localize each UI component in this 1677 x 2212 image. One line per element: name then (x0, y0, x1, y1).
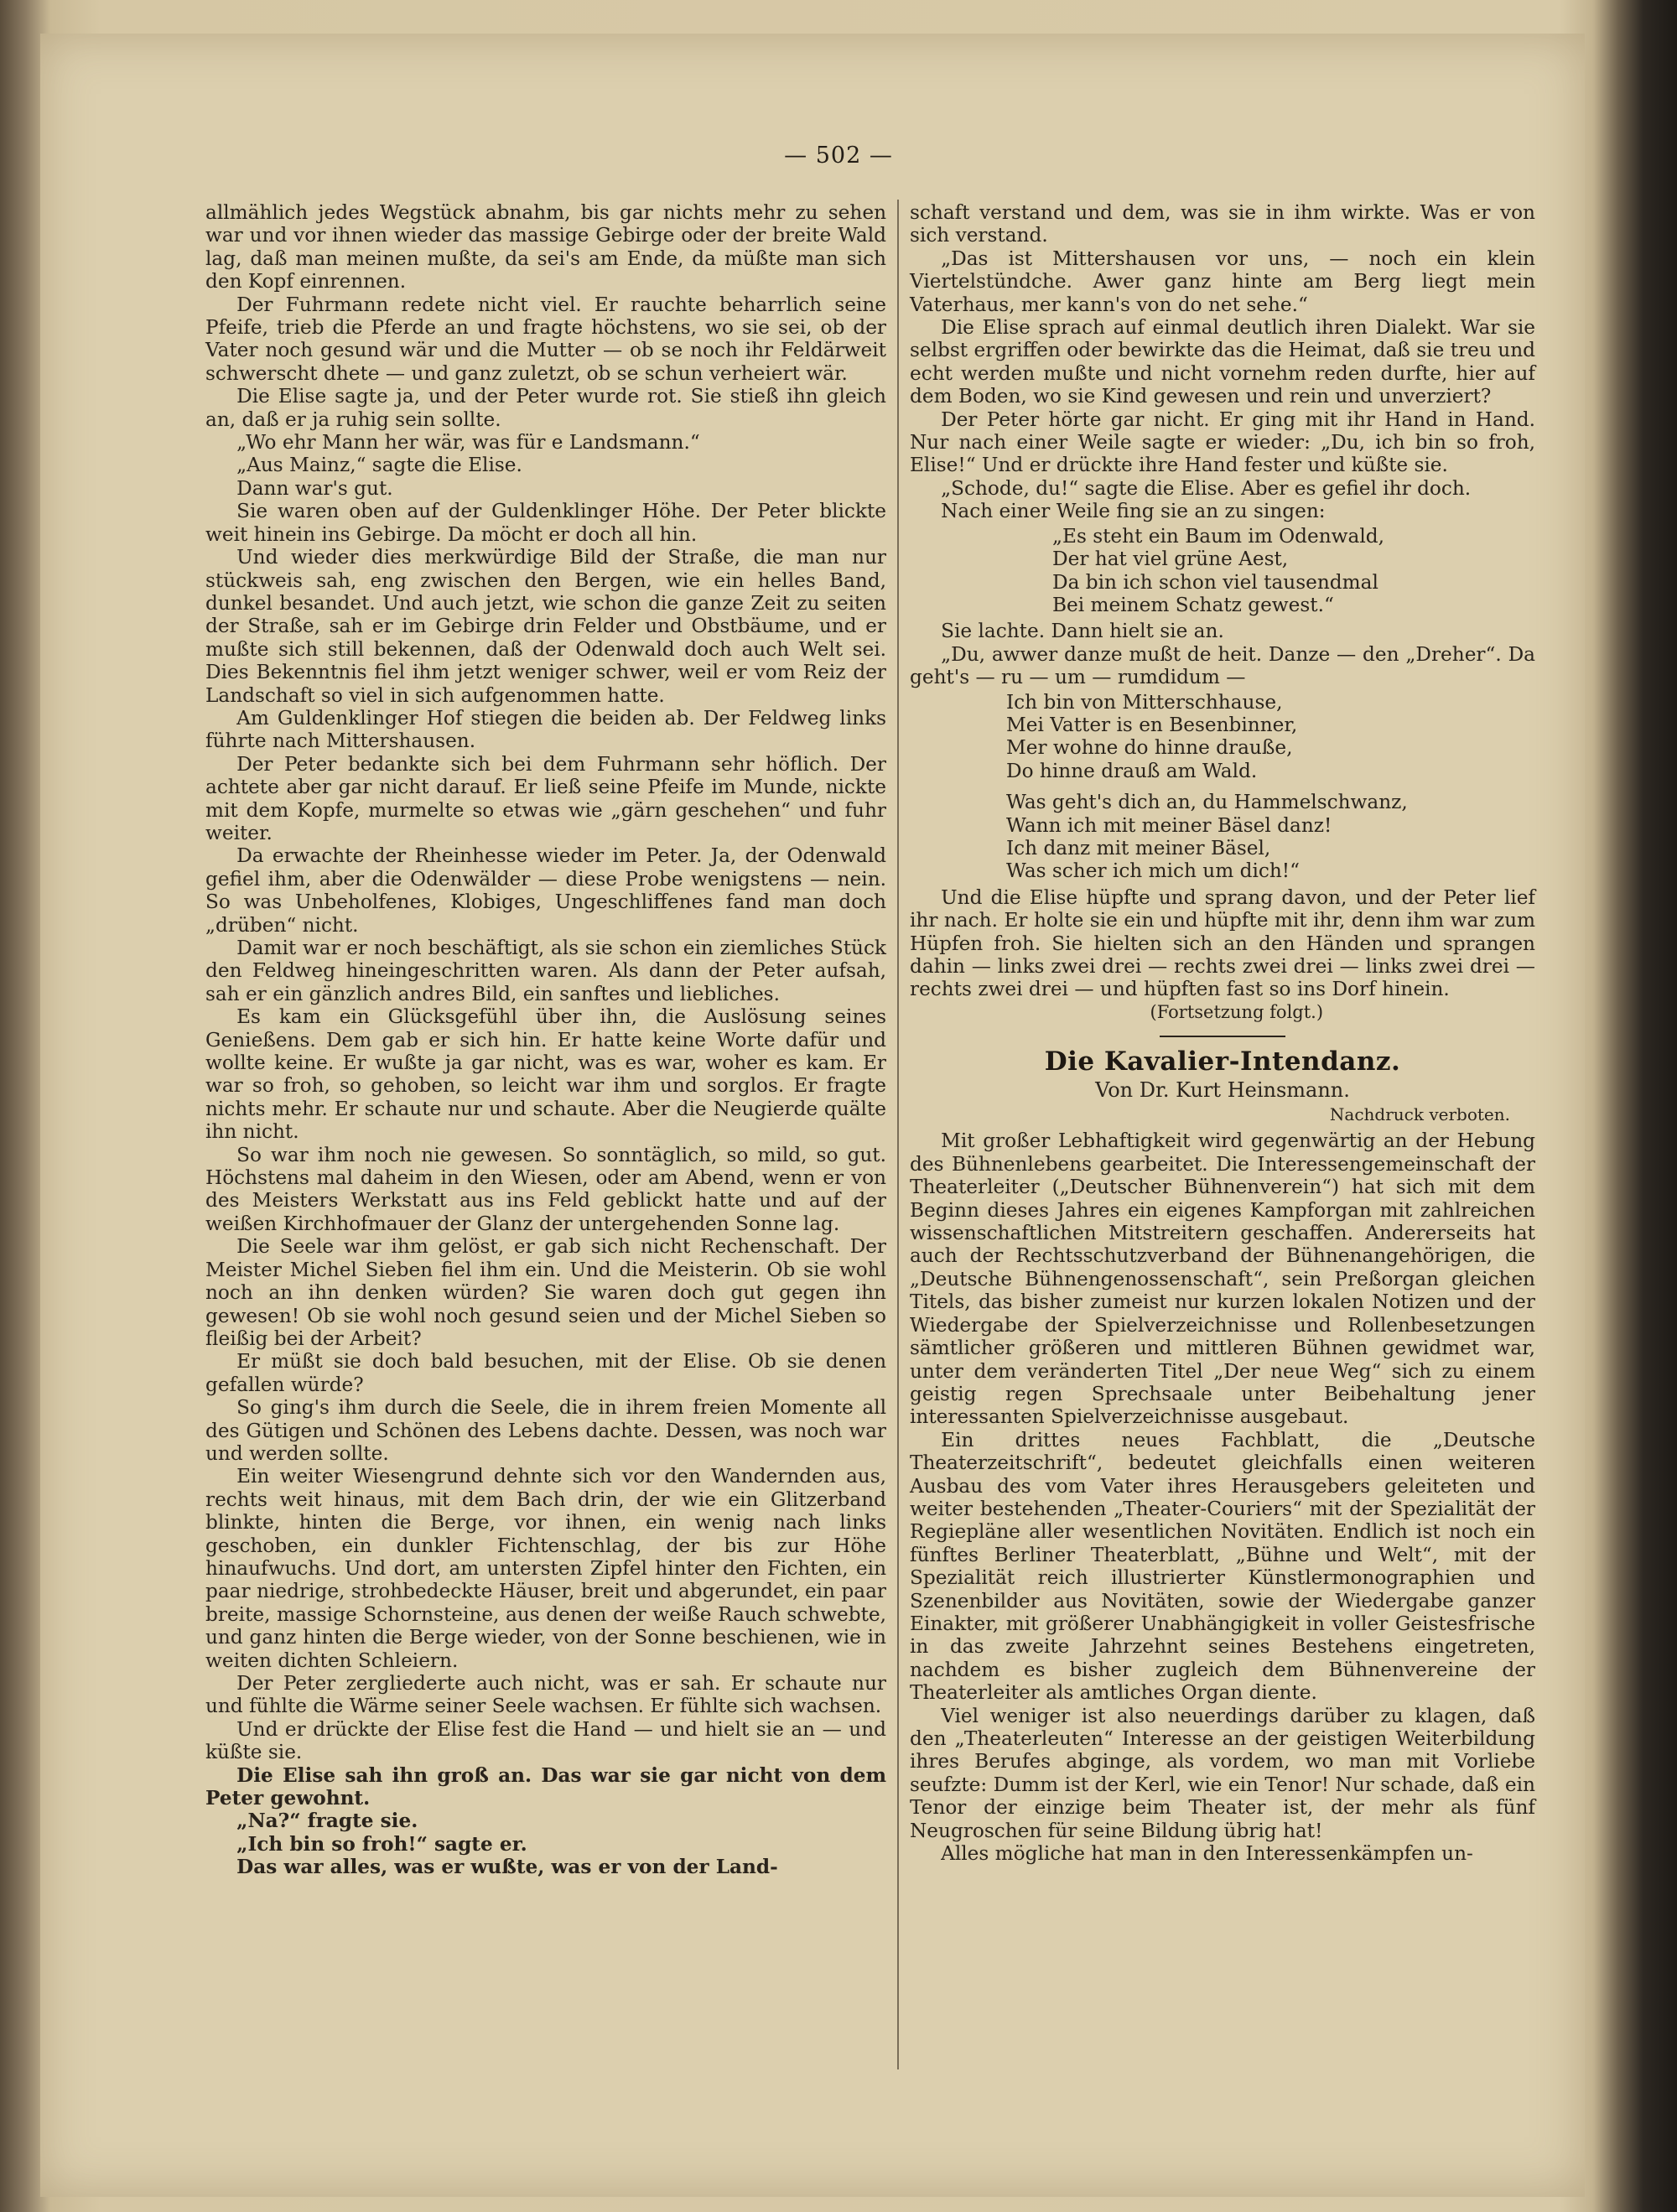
page-number: — 502 — (784, 143, 893, 169)
paragraph: „Na?“ fragte sie. (236, 1810, 418, 1833)
paragraph: „Schode, du!“ sagte die Elise. Aber es gefiel ihr doch. (941, 476, 1472, 500)
paragraph: Die Elise sprach auf einmal deutlich ihren Dialekt. War sie selbst ergriffen oder bewirkte das die Heimat, daß sie treu und echt werden mußte und nicht vornehm reden durfte, hier auf dem Boden, wo sie Kind gewesen und rein und unverziert? (910, 316, 1535, 408)
paragraph: schaft verstand und dem, was sie in ihm wirkte. Was er von sich verstand. (910, 201, 1535, 247)
verse-line: Was scher ich mich um dich!“ (1006, 859, 1300, 883)
verse-line: Der hat viel grüne Aest, (1052, 548, 1289, 571)
verse-line: Bei meinem Schatz gewest.“ (1052, 593, 1334, 616)
dance-song-verse (910, 691, 1535, 883)
paragraph: Sie waren oben auf der Guldenklinger Höhe. Der Peter blickte weit hinein ins Gebirge. Da möcht er doch all hin. (205, 500, 886, 546)
paragraph: allmählich jedes Wegstück abnahm, bis gar nichts mehr zu sehen war und vor ihnen wieder das massige Gebirge oder der breite Wald lag, daß man meinen mußte, da sei's am Ende, da müßte man sich den Kopf einrennen. (205, 201, 886, 293)
verse-line: Da bin ich schon viel tausendmal (1052, 570, 1378, 594)
to-be-continued: (Fortsetzung folgt.) (1150, 1001, 1324, 1022)
verse-line: Mer wohne do hinne drauße, (1006, 736, 1293, 760)
verse-line: Ich danz mit meiner Bäsel, (1006, 836, 1271, 859)
paragraph: So war ihm noch nie gewesen. So sonntäglich, so mild, so gut. Höchstens mal daheim in den Wiesen, oder am Abend, wenn er von des Meisters Werkstatt aus ins Feld geblickt hatte und auf der weißen Kirchhofmauer der Glanz der untergehenden Sonne lag. (205, 1143, 886, 1235)
paragraph: Nach einer Weile fing sie an zu singen: (941, 500, 1326, 523)
paragraph: „Du, awwer danze mußt de heit. Danze — den „Dreher“. Da geht's — ru — um — rumdidum — (910, 642, 1535, 689)
song-verse (910, 525, 1535, 617)
paragraph: Das war alles, was er wußte, was er von der Land- (236, 1856, 778, 1879)
paragraph: Der Peter hörte gar nicht. Er ging mit ihr Hand in Hand. Nur nach einer Weile sagte er wieder: „Du, ich bin so froh, Elise!“ Und er drückte ihre Hand fester und küßte sie. (910, 408, 1535, 477)
paragraph: Es kam ein Glücksgefühl über ihn, die Auslösung seines Genießens. Dem gab er sich hin. Er hatte keine Worte dafür und wollte keine. Er wußte ja gar nicht, was es war, woher es kam. Er war so froh, so gehoben, so leicht war ihm und sorglos. Er fragte nichts mehr. Er schaute nur und schaute. Aber die Neugierde quälte ihn nicht. (205, 1005, 886, 1144)
paragraph: „Das ist Mittershausen vor uns, — noch ein klein Viertelstündche. Awer ganz hinte am Berg liegt mein Vaterhaus, mer kann's von do net sehe.“ (910, 247, 1535, 316)
paragraph: Sie lachte. Dann hielt sie an. (941, 620, 1224, 643)
paragraph: „Aus Mainz,“ sagte die Elise. (236, 454, 522, 477)
paragraph: Damit war er noch beschäftigt, als sie schon ein ziemliches Stück den Feldweg hineingeschritten waren. Als dann der Peter aufsah, sah er ein gänzlich andres Bild, ein sanftes und liebliches. (205, 937, 886, 1005)
paragraph: „Wo ehr Mann her wär, was für e Landsmann.“ (236, 431, 700, 454)
verse-line: Do hinne drauß am Wald. (1006, 759, 1258, 782)
verse-line: Wann ich mit meiner Bäsel danz! (1006, 813, 1332, 837)
right-column (910, 201, 1535, 1865)
verse-line: Ich bin von Mitterschhause, (1006, 690, 1283, 714)
paragraph: Die Elise sagte ja, und der Peter wurde rot. Sie stieß ihn gleich an, daß er ja ruhig sein sollte. (205, 385, 886, 431)
paragraph: Und die Elise hüpfte und sprang davon, und der Peter lief ihr nach. Er holte sie ein und hüpfte mit ihr, denn ihm war zum Hüpfen froh. Sie hielten sich an den Händen und sprangen dahin — links zwei drei — rechts zwei drei — links zwei drei — rechts zwei drei — und hüpften fast so ins Dorf hinein. (910, 885, 1535, 1001)
article-byline: Von Dr. Kurt Heinsmann. (1095, 1077, 1350, 1102)
left-column (205, 201, 886, 1879)
paragraph: Am Guldenklinger Hof stiegen die beiden ab. Der Feldweg links führte nach Mittershausen. (205, 706, 886, 753)
paragraph: Der Peter bedankte sich bei dem Fuhrmann sehr höflich. Der achtete aber gar nicht darauf. Er ließ seine Pfeife im Munde, nickte mit dem Kopfe, murmelte so etwas wie „gärn geschehen“ und fuhr weiter. (205, 752, 886, 844)
verse-line: Was geht's dich an, du Hammelschwanz, (1006, 791, 1408, 814)
paragraph: Ein weiter Wiesengrund dehnte sich vor den Wandernden aus, rechts weit hinaus, mit dem Bach drin, der wie ein Glitzerband blinkte, hinten die Berge, vor ihnen, ein wenig nach links geschoben, ein dunkler Fichtenschlag, der bis zur Höhe hinaufwuchs. Und dort, am untersten Zipfel hinter den Fichten, ein paar niedrige, strohbedeckte Häuser, breit und abgerundet, ein paar breite, massige Schornsteine, aus denen der weiße Rauch schwebte, und ganz hinten die Berge wieder, von der Sonne beschienen, wie in weiten dichten Schleiern. (205, 1465, 886, 1672)
stanza-gap (910, 782, 1535, 791)
paragraph: Da erwachte der Rheinhesse wieder im Peter. Ja, der Odenwald gefiel ihm, aber die Odenwälder — diese Probe wenigstens — nein. So was Unbeholfenes, Klobiges, Ungeschliffenes fand man doch „drüben“ nicht. (205, 844, 886, 937)
paragraph: Und wieder dies merkwürdige Bild der Straße, die man nur stückweis sah, eng zwischen den Bergen, wie ein helles Band, dunkel besandet. Und auch jetzt, wie schon die ganze Zeit zu seiten der Straße, sah er im Gebirge drin Felder und Obstbäume, und er mußte sich still bekennen, daß der Odenwald doch auch Welt sei. Dies Bekenntnis fiel ihm jetzt weniger schwer, weil er vom Reiz der Landschaft so viel in sich aufgenommen hatte. (205, 546, 886, 707)
verse-line: „Es steht ein Baum im Odenwald, (1052, 524, 1384, 548)
paragraph: Und er drückte der Elise fest die Hand — und hielt sie an — und küßte sie. (205, 1717, 886, 1764)
section-rule (1160, 1036, 1285, 1037)
paragraph: Er müßt sie doch bald besuchen, mit der Elise. Ob sie denen gefallen würde? (205, 1350, 886, 1396)
article-paragraph: Viel weniger ist also neuerdings darüber zu klagen, daß den „Theaterleuten“ Interesse an der geistigen Weiterbildung ihres Berufes abginge, als vordem, wo man mit Vorliebe seufzte: Dumm ist der Kerl, wie ein Tenor! Nur schade, daß ein Tenor der einzige beim Theater ist, der mehr als fünf Neugroschen für seine Bildung übrig hat! (910, 1704, 1535, 1842)
reprint-notice: Nachdruck verboten. (1329, 1104, 1510, 1125)
article-title: Die Kavalier-Intendanz. (1044, 1046, 1401, 1077)
paragraph: Die Seele war ihm gelöst, er gab sich nicht Rechenschaft. Der Meister Michel Sieben fiel ihm ein. Und die Meisterin. Ob sie wohl noch an ihn denken würden? Sie waren doch gut gegen ihn gewesen! Ob sie wohl noch gesund seien und der Michel Sieben so fleißig bei der Arbeit? (205, 1235, 886, 1350)
article-paragraph: Mit großer Lebhaftigkeit wird gegenwärtig an der Hebung des Bühnenlebens gearbeitet. Die Interessengemeinschaft der Theaterleiter („Deutscher Bühnenverein“) hat sich mit dem Beginn dieses Jahres ein eigenes Kampforgan mit zahlreichen wissenschaftlichen Mitstreitern geschaffen. Andererseits hat auch der Rechtsschutzverband der Bühnenangehörigen, die „Deutsche Bühnengenossenschaft“, sein Preßorgan gleichen Titels, das bisher zumeist nur kurzen lokalen Notizen und der Wiedergabe der Spielverzeichnisse und Rollenbesetzungen sämtlicher größeren und mittleren Bühnen gewidmet war, unter dem veränderten Titel „Der neue Weg“ sich zu einem geistig regen Sprechsaale unter Beibehaltung jener interessanten Spielverzeichnisse ausgebaut. (910, 1129, 1535, 1429)
paragraph: Der Fuhrmann redete nicht viel. Er rauchte beharrlich seine Pfeife, trieb die Pferde an und fragte höchstens, wo sie sei, ob der Vater noch gesund wär und die Mutter — ob se noch ihr Feldärweit schwerscht dhete — und ganz zuletzt, ob se schun verheiert wär. (205, 293, 886, 385)
paragraph: Der Peter zergliederte auch nicht, was er sah. Er schaute nur und fühlte die Wärme seiner Seele wachsen. Er fühlte sich wachsen. (205, 1672, 886, 1718)
article-paragraph: Alles mögliche hat man in den Interessenkämpfen un- (941, 1842, 1473, 1866)
paragraph: „Ich bin so froh!“ sagte er. (236, 1832, 527, 1856)
paragraph: So ging's ihm durch die Seele, die in ihrem freien Momente all des Gütigen und Schönen des Lebens dachte. Dessen, was noch war und werden sollte. (205, 1396, 886, 1465)
paragraph: Dann war's gut. (236, 476, 393, 500)
paragraph: Die Elise sah ihn groß an. Das war sie gar nicht von dem Peter gewohnt. (205, 1763, 886, 1810)
verse-line: Mei Vatter is en Besenbinner, (1006, 713, 1298, 736)
article-paragraph: Ein drittes neues Fachblatt, die „Deutsche Theaterzeitschrift“, bedeutet gleichfalls einen weiteren Ausbau des vom Vater ihres Herausgebers geleiteten und weiter bestehenden „Theater-Couriers“ mit der Spezialität der Regiepläne aller wesentlichen Novitäten. Endlich ist noch ein fünftes Berliner Theaterblatt, „Bühne und Welt“, mit der Spezialität reich illustrierter Künstlermonographien und Szenenbilder aus Novitäten, sowie der Wiedergabe ganzer Einakter, mit größerer Unabhängigkeit in voller Geistesfrische in das zweite Jahrzehnt seines Bestehens eingetreten, nachdem es bisher zugleich dem Bühnenvereine der Theaterleiter als amtliches Organ diente. (910, 1428, 1535, 1705)
column-divider (897, 200, 899, 2069)
